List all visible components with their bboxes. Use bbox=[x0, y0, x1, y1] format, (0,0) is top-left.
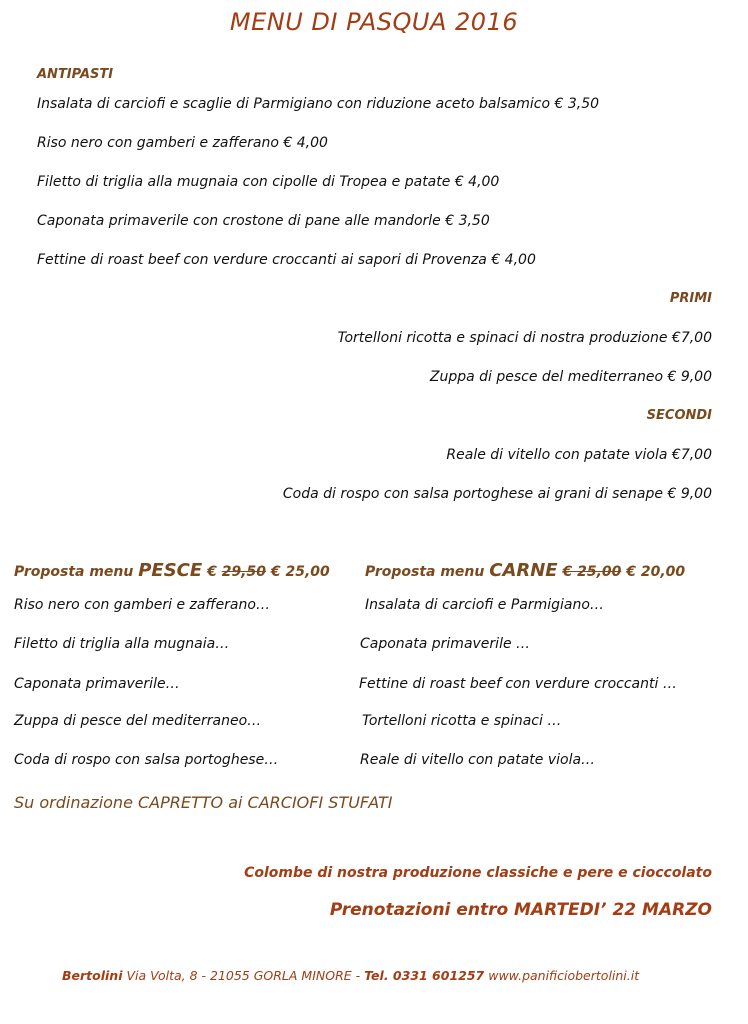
antipasti-item: Fettine di roast beef con verdure croccanti ai sapori di Provenza € 4,00 bbox=[37, 252, 536, 268]
pesce-menu-heading bbox=[14, 560, 330, 581]
antipasti-item: Riso nero con gamberi e zafferano € 4,00 bbox=[37, 135, 328, 151]
pesce-new-price: € 25,00 bbox=[266, 564, 330, 580]
carne-new-price: € 20,00 bbox=[621, 564, 686, 580]
primi-item: Zuppa di pesce del mediterraneo € 9,00 bbox=[429, 369, 712, 385]
primi-heading: PRIMI bbox=[669, 291, 712, 306]
footer-tel: Tel. 0331 601257 bbox=[364, 968, 485, 983]
carne-old-price: € 25,00 bbox=[562, 564, 622, 580]
pesce-menu-euro: € bbox=[207, 564, 222, 580]
footer bbox=[62, 968, 639, 983]
carne-item: Tortelloni ricotta e spinaci … bbox=[362, 713, 562, 729]
secondi-item: Reale di vitello con patate viola €7,00 bbox=[446, 447, 712, 463]
pesce-item: Coda di rospo con salsa portoghese… bbox=[14, 752, 279, 768]
secondi-heading: SECONDI bbox=[646, 408, 712, 423]
colombe-note: Colombe di nostra produzione classiche e pere e cioccolato bbox=[244, 865, 712, 881]
secondi-item: Coda di rospo con salsa portoghese ai grani di senape € 9,00 bbox=[282, 486, 712, 502]
antipasti-heading: ANTIPASTI bbox=[37, 67, 114, 82]
carne-menu-heading bbox=[365, 560, 685, 581]
footer-address: Via Volta, 8 - 21055 GORLA MINORE - bbox=[122, 968, 365, 983]
antipasti-item: Caponata primaverile con crostone di pane alle mandorle € 3,50 bbox=[37, 213, 490, 229]
ordinazione-note: Su ordinazione CAPRETTO ai CARCIOFI STUFATI bbox=[14, 793, 393, 812]
antipasti-item: Insalata di carciofi e scaglie di Parmigiano con riduzione aceto balsamico € 3,50 bbox=[37, 96, 600, 112]
carne-menu-prefix: Proposta menu bbox=[365, 564, 490, 580]
carne-menu-name: CARNE bbox=[489, 560, 558, 581]
carne-item: Reale di vitello con patate viola… bbox=[360, 752, 596, 768]
pesce-item: Zuppa di pesce del mediterraneo… bbox=[14, 713, 262, 729]
antipasti-item: Filetto di triglia alla mugnaia con cipolle di Tropea e patate € 4,00 bbox=[37, 174, 500, 190]
pesce-menu-name: PESCE bbox=[138, 560, 203, 581]
pesce-old-price: 29,50 bbox=[221, 564, 266, 580]
primi-item: Tortelloni ricotta e spinaci di nostra produzione €7,00 bbox=[337, 330, 712, 346]
pesce-menu-prefix: Proposta menu bbox=[14, 564, 139, 580]
pesce-item: Caponata primaverile… bbox=[14, 676, 180, 692]
carne-item: Insalata di carciofi e Parmigiano… bbox=[365, 597, 604, 613]
footer-name: Bertolini bbox=[62, 968, 123, 983]
carne-item: Fettine di roast beef con verdure croccanti … bbox=[359, 676, 677, 692]
prenotazioni-note: Prenotazioni entro MARTEDI’ 22 MARZO bbox=[329, 900, 712, 920]
pesce-item: Riso nero con gamberi e zafferano… bbox=[14, 597, 270, 613]
pesce-item: Filetto di triglia alla mugnaia… bbox=[14, 636, 230, 652]
footer-website: www.panificiobertolini.it bbox=[484, 968, 640, 983]
page-title: MENU DI PASQUA 2016 bbox=[229, 8, 519, 36]
carne-item: Caponata primaverile … bbox=[360, 636, 531, 652]
